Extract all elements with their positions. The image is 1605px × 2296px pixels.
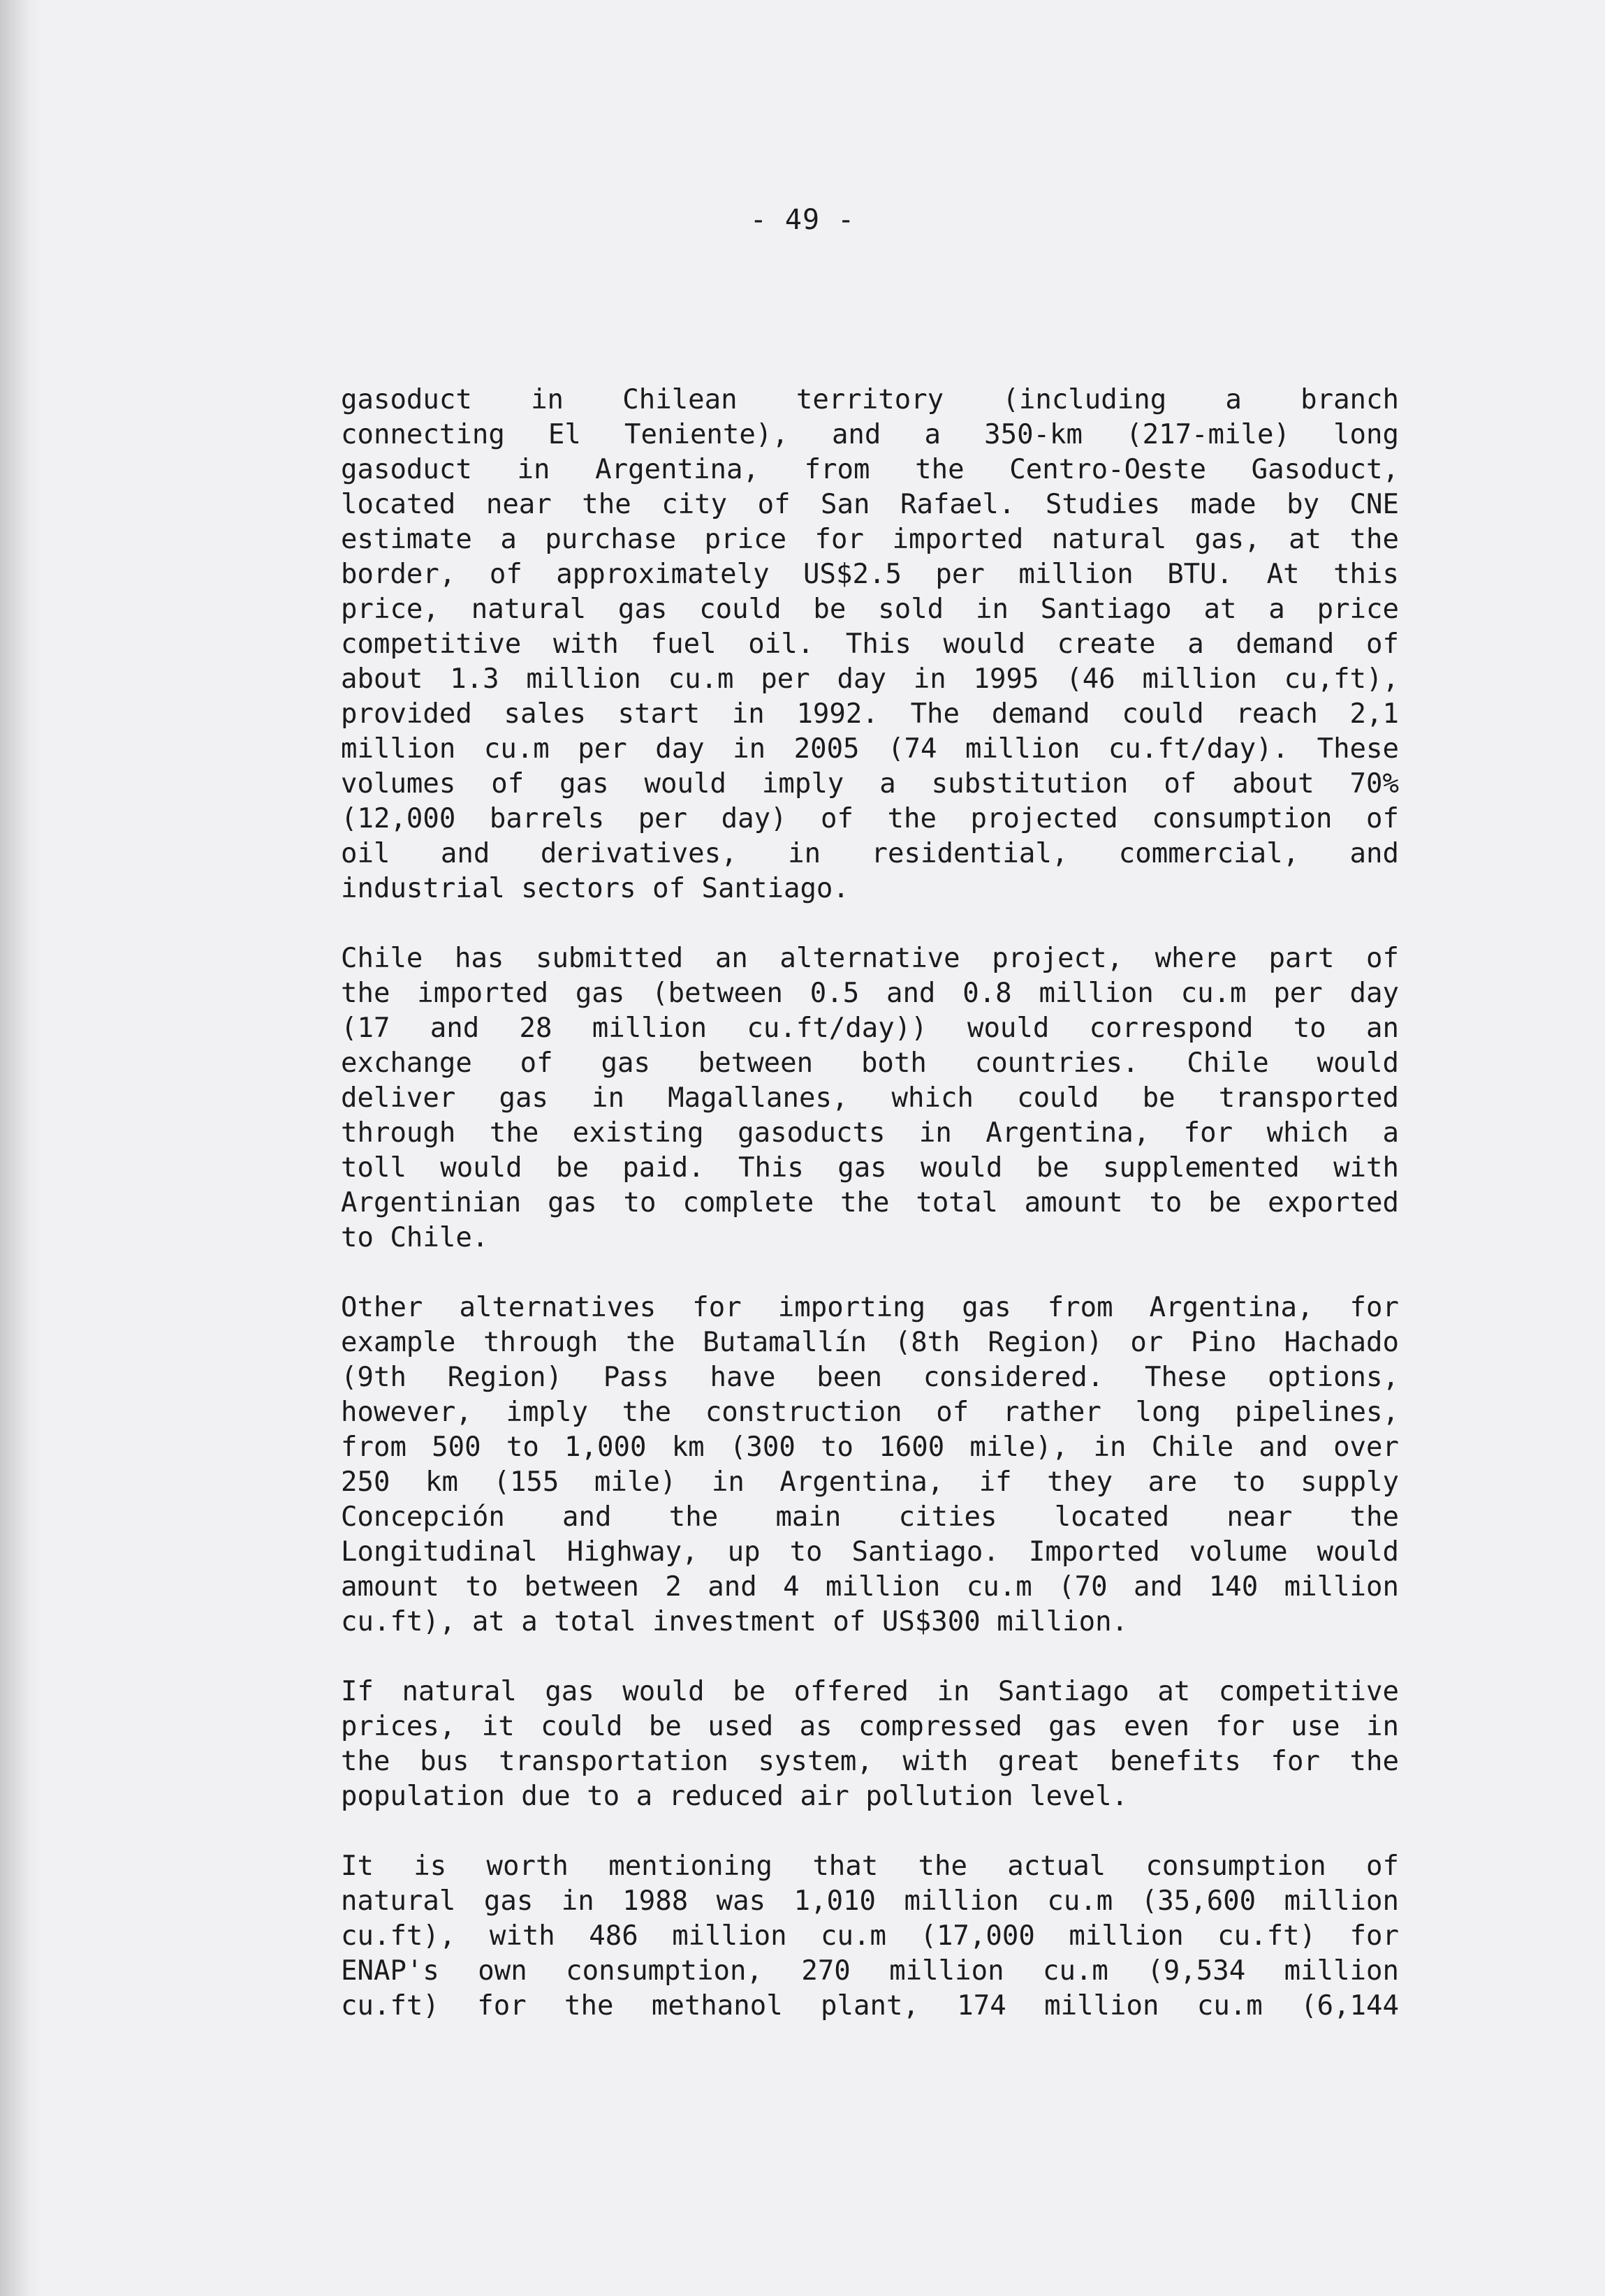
paragraph xyxy=(341,1290,1399,1640)
text-line: provided sales start in 1992. The demand could reach 2,1 xyxy=(341,698,1399,730)
text-line: volumes of gas would imply a substitution of about 70% xyxy=(341,768,1399,800)
text-line: to Chile. xyxy=(341,1222,489,1253)
text-line: gasoduct in Chilean territory (including a branch xyxy=(341,384,1399,415)
text-line: exchange of gas between both countries. Chile would xyxy=(341,1047,1399,1079)
text-line: 250 km (155 mile) in Argentina, if they are to supply xyxy=(341,1466,1399,1498)
text-line: If natural gas would be offered in Santiago at competitive xyxy=(341,1676,1399,1707)
text-line: gasoduct in Argentina, from the Centro-Oeste Gasoduct, xyxy=(341,454,1399,485)
text-line: example through the Butamallín (8th Region) or Pino Hachado xyxy=(341,1327,1399,1358)
text-line: industrial sectors of Santiago. xyxy=(341,873,849,904)
text-line: price, natural gas could be sold in Santiago at a price xyxy=(341,594,1399,625)
text-line: (12,000 barrels per day) of the projected consumption of xyxy=(341,803,1399,834)
text-line: oil and derivatives, in residential, commercial, and xyxy=(341,838,1399,869)
text-line: through the existing gasoducts in Argentina, for which a xyxy=(341,1117,1399,1149)
text-line: It is worth mentioning that the actual consumption of xyxy=(341,1850,1399,1882)
text-line: the imported gas (between 0.5 and 0.8 million cu.m per day xyxy=(341,978,1399,1009)
text-line: the bus transportation system, with great benefits for the xyxy=(341,1746,1399,1777)
text-line: amount to between 2 and 4 million cu.m (70 and 140 million xyxy=(341,1571,1399,1603)
text-line: Other alternatives for importing gas from Argentina, for xyxy=(341,1292,1399,1323)
text-line: cu.ft) for the methanol plant, 174 million cu.m (6,144 xyxy=(341,1990,1399,2022)
text-line: from 500 to 1,000 km (300 to 1600 mile), in Chile and over xyxy=(341,1432,1399,1463)
text-line: border, of approximately US$2.5 per million BTU. At this xyxy=(341,559,1399,590)
page-number: - 49 - xyxy=(749,204,856,236)
paragraph xyxy=(341,941,1399,1256)
text-line: population due to a reduced air pollution level. xyxy=(341,1781,1129,1812)
text-line: (9th Region) Pass have been considered. These options, xyxy=(341,1362,1399,1393)
paragraph xyxy=(341,1849,1399,2024)
paragraph xyxy=(341,383,1399,906)
text-line: million cu.m per day in 2005 (74 million cu.ft/day). These xyxy=(341,733,1399,765)
paragraph xyxy=(341,1675,1399,1814)
text-line: Chile has submitted an alternative project, where part of xyxy=(341,943,1399,974)
text-line: Concepción and the main cities located near the xyxy=(341,1501,1399,1533)
text-line: toll would be paid. This gas would be supplemented with xyxy=(341,1152,1399,1184)
document-body xyxy=(341,383,1399,2059)
text-line: Longitudinal Highway, up to Santiago. Imported volume would xyxy=(341,1536,1399,1568)
text-line: cu.ft), with 486 million cu.m (17,000 million cu.ft) for xyxy=(341,1920,1399,1952)
text-line: estimate a purchase price for imported natural gas, at the xyxy=(341,524,1399,555)
text-line: prices, it could be used as compressed gas even for use in xyxy=(341,1711,1399,1742)
text-line: (17 and 28 million cu.ft/day)) would correspond to an xyxy=(341,1013,1399,1044)
text-line: cu.ft), at a total investment of US$300 million. xyxy=(341,1606,1129,1638)
text-line: about 1.3 million cu.m per day in 1995 (46 million cu,ft), xyxy=(341,663,1399,695)
text-line: competitive with fuel oil. This would create a demand of xyxy=(341,628,1399,660)
text-line: located near the city of San Rafael. Studies made by CNE xyxy=(341,489,1399,520)
page-edge-shadow xyxy=(0,0,42,2296)
text-line: connecting El Teniente), and a 350-km (217-mile) long xyxy=(341,419,1399,450)
text-line: however, imply the construction of rather long pipelines, xyxy=(341,1397,1399,1428)
text-line: natural gas in 1988 was 1,010 million cu.m (35,600 million xyxy=(341,1885,1399,1917)
text-line: deliver gas in Magallanes, which could be transported xyxy=(341,1082,1399,1114)
text-line: Argentinian gas to complete the total amount to be exported xyxy=(341,1187,1399,1219)
text-line: ENAP's own consumption, 270 million cu.m (9,534 million xyxy=(341,1955,1399,1987)
